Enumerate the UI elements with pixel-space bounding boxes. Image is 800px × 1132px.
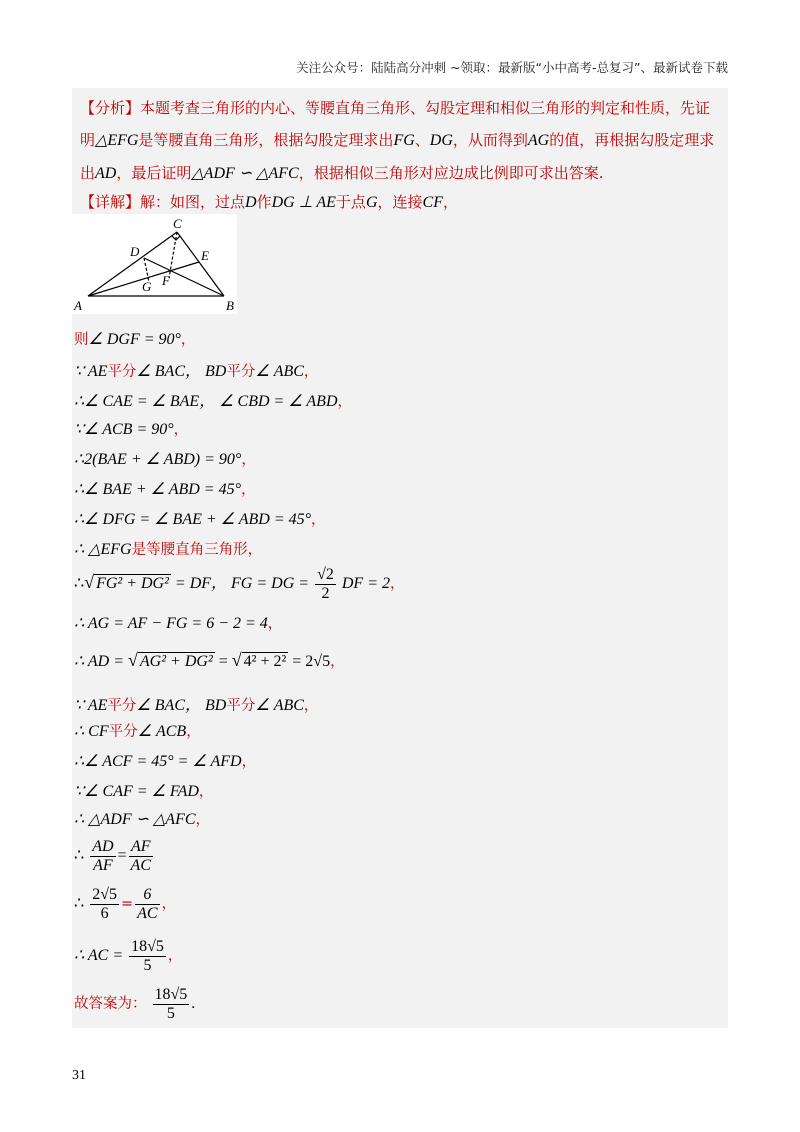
step-17: ∴ $\frac{AD}{AF}$ = $\frac{AF}{AC}$ [74,838,151,874]
edge-cb [177,232,224,296]
step-4: ∵∠ ACB = 90°， [74,421,189,438]
triangle-diagram [72,214,237,314]
label-f: F [162,273,170,288]
label-c: C [173,216,182,231]
step-11: ∴ AD = √ AG² + DG² = √ 4² + 2² = 2√5， [74,650,345,670]
step-19: ∴ AC = $\frac{18√5}{5}$ ， [74,938,183,974]
page-number: 31 [72,1068,86,1083]
triangle-figure [72,214,237,314]
step-10: ∴ AG = AF − FG = 6 − 2 = 4， [74,615,283,632]
step-6: ∴∠ BAE + ∠ ABD = 45°， [74,481,256,498]
step-9: ∴√ FG² + DG² = DF， FG = DG = $\frac{√2}{2}$ DF = 2， [74,566,405,602]
step-16: ∴ △ADF ∽ △AFC， [74,811,211,828]
step-13: ∴ CF平分∠ ACB， [74,723,201,740]
label-d: D [130,244,140,259]
step-7: ∴∠ DFG = ∠ BAE + ∠ ABD = 45°， [74,511,326,528]
page-header: 关注公众号：陆陆高分冲刺 ~领取：最新版“小中高考-总复习”、最新试卷下载 [296,60,728,75]
step-2: ∵ AE平分∠ BAC， BD平分∠ ABC， [74,363,319,380]
step-14: ∴∠ ACF = 45° = ∠ AFD， [74,753,257,770]
detail-intro: 【详解】解：如图，过点D作DG ⊥ AE于点G，连接CF， [80,193,458,211]
step-18: ∴ $\frac{2√5}{6}$ = $\frac{6}{AC}$ ， [74,886,177,922]
label-b: B [226,298,234,313]
analysis-tag: 【分析】 [80,99,141,117]
step-12: ∵ AE平分∠ BAC， BD平分∠ ABC， [74,697,319,714]
step-3: ∴∠ CAE = ∠ BAE， ∠ CBD = ∠ ABD， [74,393,353,410]
step-15: ∵∠ CAF = ∠ FAD， [74,783,214,800]
analysis-paragraph: 【分析】本题考查三角形的内心、等腰直角三角形、勾股定理和相似三角形的判定和性质，先证明△EFG是等腰直角三角形，根据勾股定理求出FG、DG，从而得到AG的值，再根据勾股定理求出AD，最后证明△ADF ∽ △AFC，根据相似三角形对应边成比例即可求出答案. [80,99,715,182]
detail-tag: 【详解】 [80,193,141,211]
step-1: 则∠ DGF = 90°， [74,331,196,348]
label-a: A [74,298,82,313]
final-answer: 故答案为： $\frac{18√5}{5}$ . [74,986,196,1022]
step-8: ∴ △EFG是等腰直角三角形， [74,541,263,558]
label-e: E [201,248,209,263]
label-g: G [142,279,152,294]
step-5: ∴2(BAE + ∠ ABD) = 90°， [74,451,256,468]
segment-bd [144,258,224,296]
